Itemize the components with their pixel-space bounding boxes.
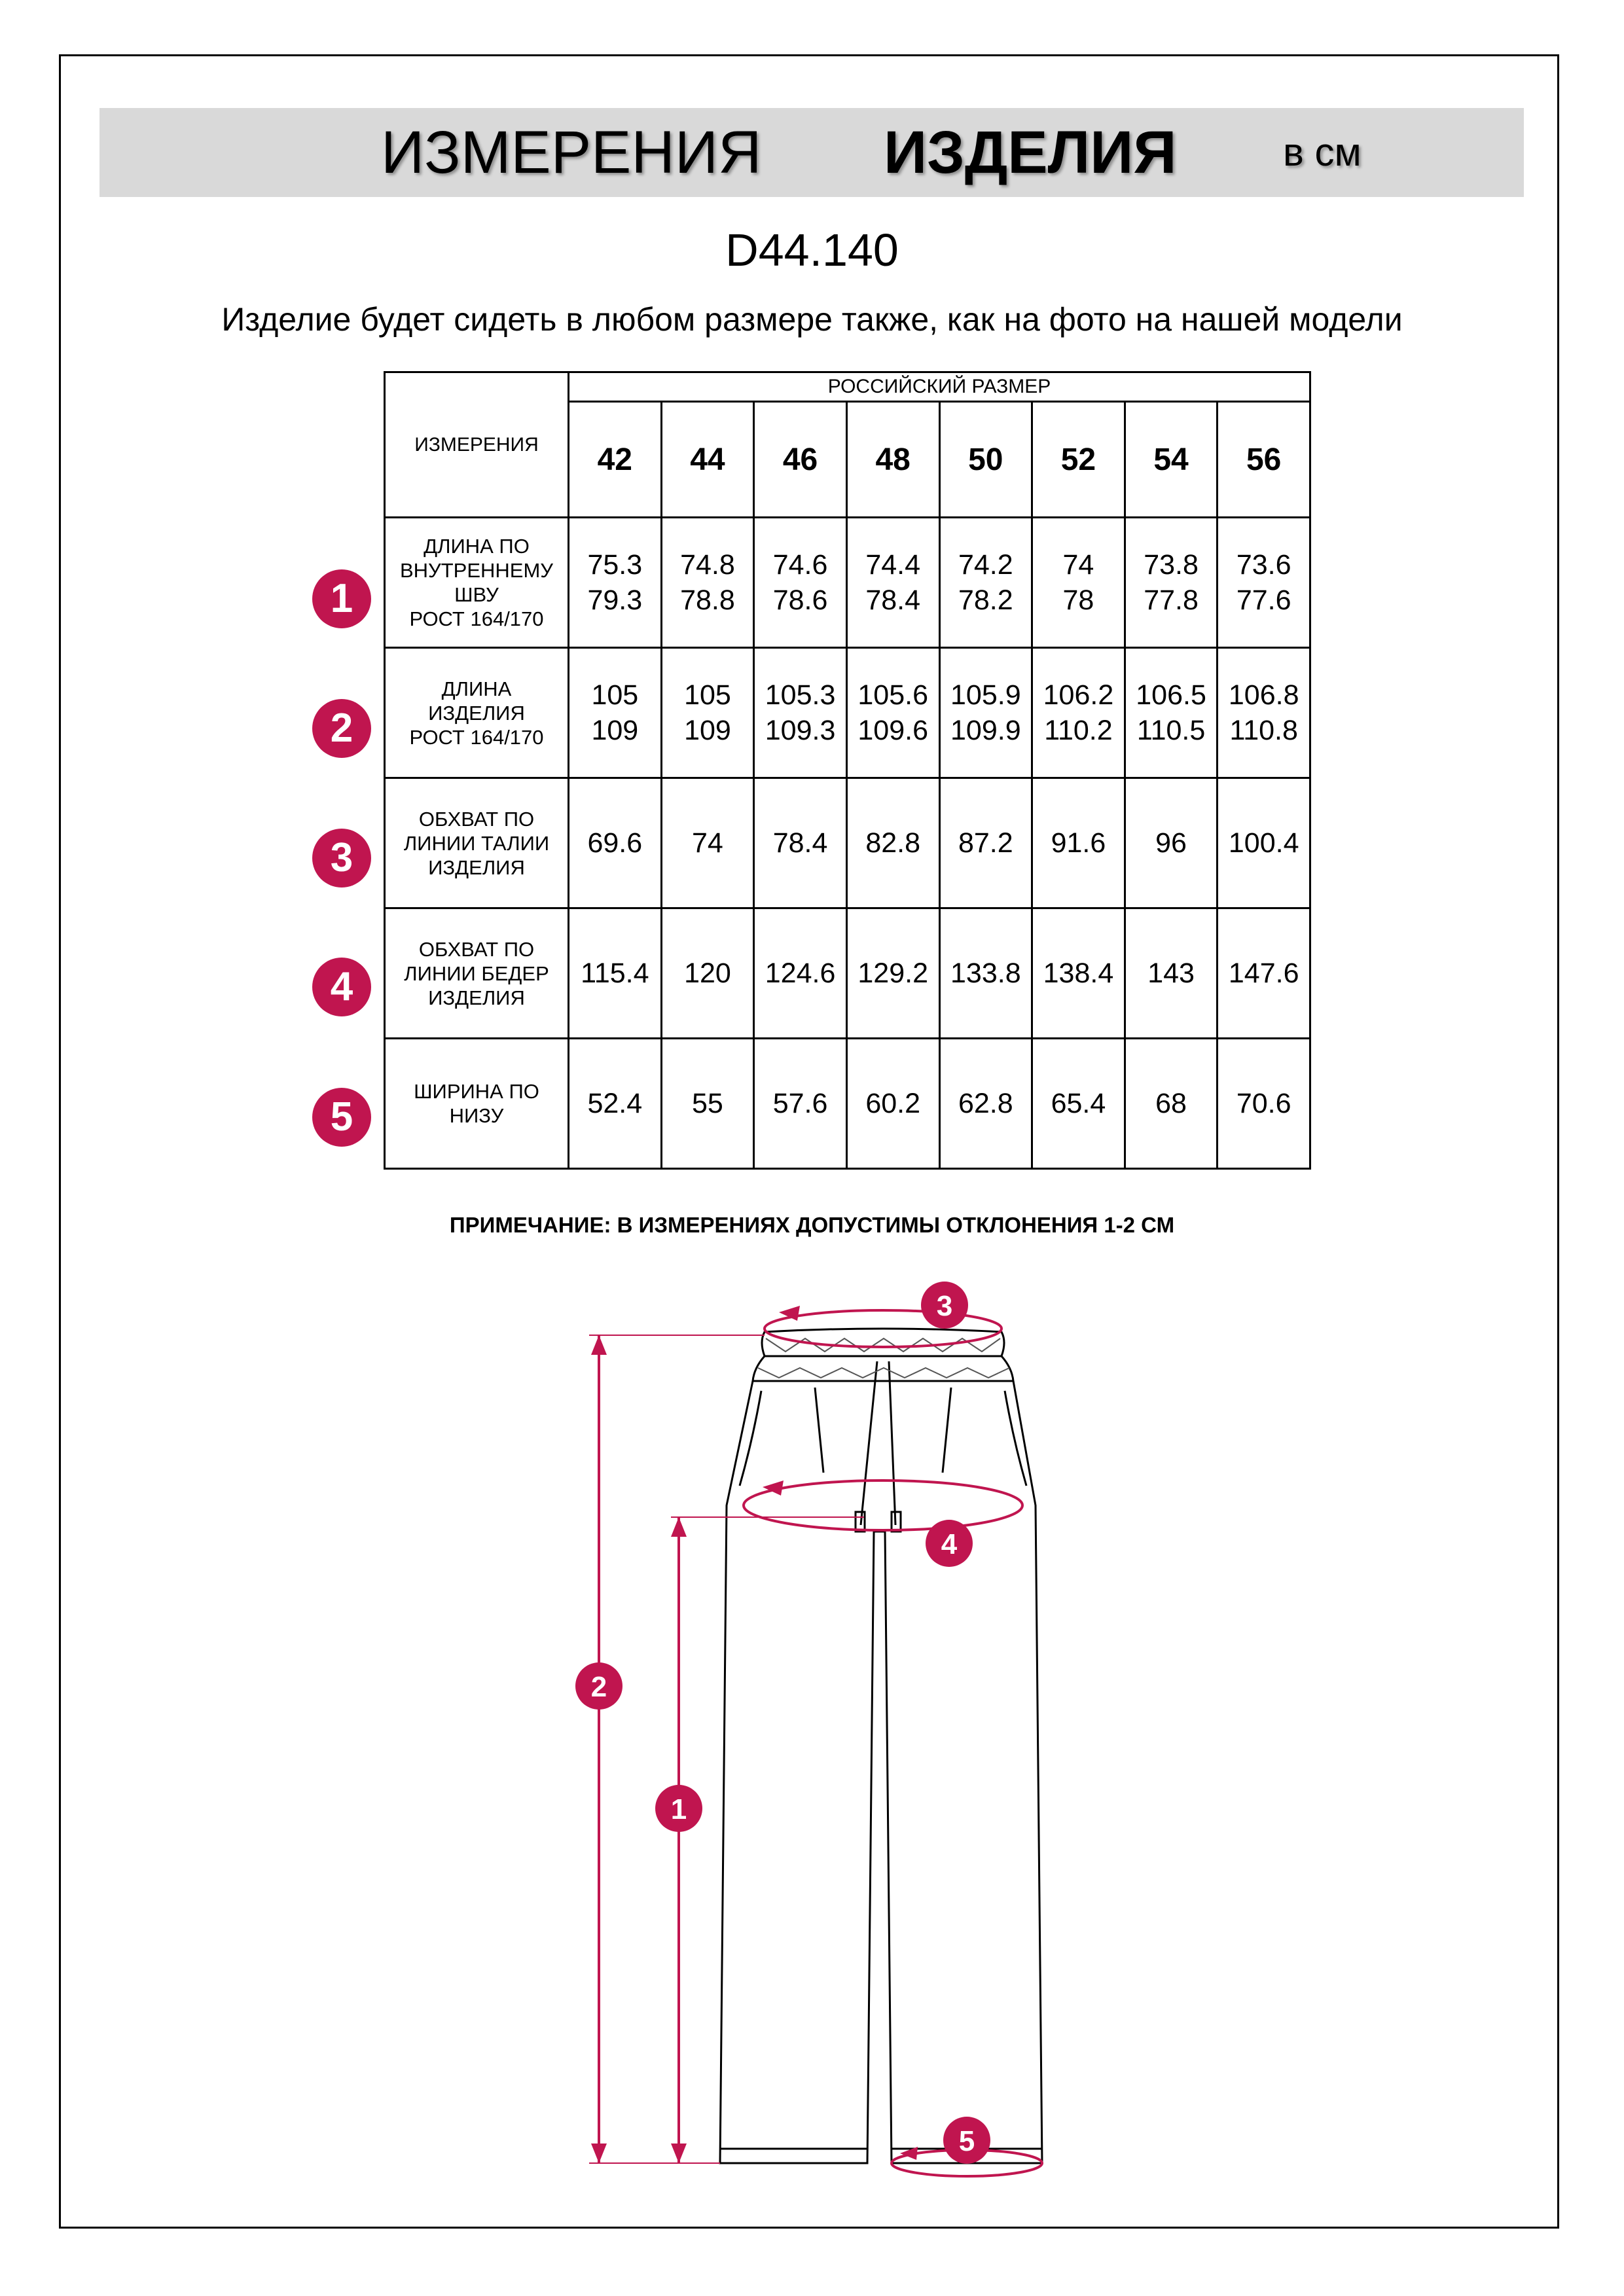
svg-text:5: 5 xyxy=(958,2125,975,2157)
size-header-54: 54 xyxy=(1125,402,1218,518)
waistband-pattern xyxy=(758,1338,1009,1378)
value: 52.4 xyxy=(587,1088,643,1119)
value: 115.4 xyxy=(581,958,649,989)
row-label-line: ИЗДЕЛИЯ xyxy=(428,855,525,879)
row-label-line: ОБХВАТ ПО xyxy=(418,937,535,961)
value: 74 xyxy=(1062,549,1094,581)
value: 110.5 xyxy=(1136,715,1206,746)
product-code: D44.140 xyxy=(725,224,899,276)
value: 78.4 xyxy=(865,584,921,616)
tolerance-note: ПРИМЕЧАНИЕ: В ИЗМЕРЕНИЯХ ДОПУСТИМЫ ОТКЛОНЕНИЯ 1-2 СМ xyxy=(449,1213,1175,1237)
value: 78.4 xyxy=(772,827,828,859)
marker-1 xyxy=(655,1785,702,1832)
value: 87.2 xyxy=(958,827,1013,859)
value: 77.6 xyxy=(1236,584,1291,616)
row-badge-4: 4 xyxy=(312,958,371,1016)
svg-text:2: 2 xyxy=(590,1671,607,1703)
value: 74.6 xyxy=(772,549,828,581)
value: 74.8 xyxy=(680,549,735,581)
marker-5 xyxy=(943,2117,990,2164)
title-part2: ИЗДЕЛИЯ xyxy=(884,119,1177,186)
row-label-line: ИЗДЕЛИЯ xyxy=(428,701,525,725)
row-label-line: ЛИНИИ БЕДЕР xyxy=(404,961,549,985)
value: 77.8 xyxy=(1144,584,1199,616)
value: 109.9 xyxy=(950,715,1021,746)
value: 133.8 xyxy=(950,958,1021,989)
value: 75.3 xyxy=(587,549,643,581)
measurements-header: ИЗМЕРЕНИЯ xyxy=(385,372,569,518)
size-header-44: 44 xyxy=(661,402,754,518)
value: 96 xyxy=(1155,827,1187,859)
value: 105 xyxy=(591,679,639,711)
size-header-46: 46 xyxy=(754,402,847,518)
value: 78 xyxy=(1062,584,1094,616)
value: 91.6 xyxy=(1051,827,1106,859)
value: 109.3 xyxy=(765,715,836,746)
row-label-line: ОБХВАТ ПО xyxy=(418,807,535,831)
value: 109 xyxy=(591,715,639,746)
value: 105.9 xyxy=(950,679,1021,711)
row-badge-1: 1 xyxy=(312,569,371,628)
svg-text:3: 3 xyxy=(936,1290,953,1322)
marker-3 xyxy=(921,1282,968,1329)
value: 120 xyxy=(684,958,731,989)
value: 109.6 xyxy=(857,715,928,746)
size-header-48: 48 xyxy=(846,402,939,518)
value: 73.6 xyxy=(1236,549,1291,581)
row-badge-5: 5 xyxy=(312,1088,371,1147)
value: 74.4 xyxy=(865,549,921,581)
value: 65.4 xyxy=(1051,1088,1106,1119)
value: 78.6 xyxy=(772,584,828,616)
size-group-header: РОССИЙСКИЙ РАЗМЕР xyxy=(569,372,1310,402)
marker-2 xyxy=(575,1662,623,1710)
value: 124.6 xyxy=(765,958,836,989)
size-header-50: 50 xyxy=(939,402,1032,518)
value: 68 xyxy=(1155,1088,1187,1119)
row-label-line: ШВУ xyxy=(454,583,499,606)
value: 78.2 xyxy=(958,584,1013,616)
value: 73.8 xyxy=(1144,549,1199,581)
svg-text:4: 4 xyxy=(941,1528,958,1560)
value: 57.6 xyxy=(772,1088,828,1119)
row-label-line: ДЛИНА ПО xyxy=(424,535,530,558)
fit-subtitle: Изделие будет сидеть в любом размере также, как на фото на нашей модели xyxy=(221,301,1403,338)
value: 110.8 xyxy=(1229,715,1298,746)
row-badge-2: 2 xyxy=(312,699,371,758)
value: 100.4 xyxy=(1228,827,1299,859)
value: 69.6 xyxy=(587,827,643,859)
row-label-line: ДЛИНА xyxy=(441,677,512,700)
value: 109 xyxy=(684,715,731,746)
value: 110.2 xyxy=(1044,715,1113,746)
row-label-line: ИЗДЕЛИЯ xyxy=(428,986,525,1009)
value: 105.6 xyxy=(857,679,928,711)
value: 129.2 xyxy=(857,958,928,989)
size-header-42: 42 xyxy=(569,402,662,518)
value: 74 xyxy=(692,827,723,859)
value: 106.5 xyxy=(1136,679,1206,711)
size-header-56: 56 xyxy=(1218,402,1310,518)
row-label-line: ЛИНИИ ТАЛИИ xyxy=(403,831,550,855)
value: 74.2 xyxy=(958,549,1013,581)
row-label-line: ШИРИНА ПО xyxy=(414,1080,539,1103)
value: 138.4 xyxy=(1043,958,1114,989)
value: 79.3 xyxy=(587,584,643,616)
svg-text:1: 1 xyxy=(670,1793,687,1825)
row-label-line: НИЗУ xyxy=(449,1104,504,1127)
value: 78.8 xyxy=(680,584,735,616)
value: 106.8 xyxy=(1228,679,1299,711)
size-header-52: 52 xyxy=(1032,402,1125,518)
value: 105 xyxy=(684,679,731,711)
title-part1: ИЗМЕРЕНИЯ xyxy=(381,119,762,186)
row-label-line: ВНУТРЕННЕМУ xyxy=(399,559,553,582)
value: 82.8 xyxy=(865,827,921,859)
row-label-line: РОСТ 164/170 xyxy=(409,725,544,749)
value: 106.2 xyxy=(1043,679,1114,711)
marker-4 xyxy=(926,1520,973,1567)
value: 70.6 xyxy=(1236,1088,1291,1119)
value: 62.8 xyxy=(958,1088,1013,1119)
value: 143 xyxy=(1147,958,1195,989)
pants-outline xyxy=(720,1329,1042,2163)
value: 105.3 xyxy=(765,679,836,711)
value: 147.6 xyxy=(1228,958,1299,989)
value: 60.2 xyxy=(865,1088,921,1119)
row-badge-3: 3 xyxy=(312,829,371,888)
title-unit: в см xyxy=(1283,130,1362,174)
value: 55 xyxy=(692,1088,723,1119)
row-label-line: РОСТ 164/170 xyxy=(409,607,544,630)
